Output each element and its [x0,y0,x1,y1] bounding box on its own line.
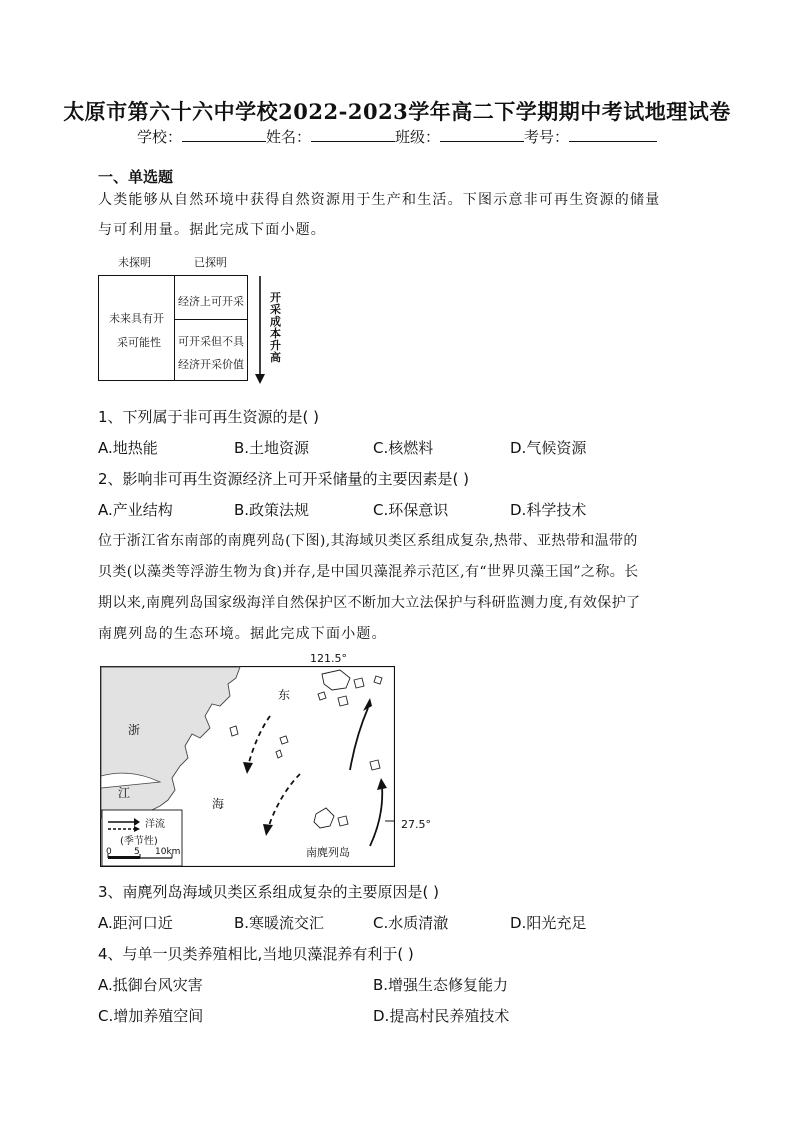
scale-label-10km: 10km [155,847,181,857]
exam-number-blank[interactable] [569,127,657,142]
legend-current-label: 洋流 [145,819,165,830]
diagram-bottom-right-line1: 可开采但不具 [178,335,244,348]
diagram-top-right: 经济上可开采 [178,295,244,308]
intro2-line2: 贝类(以藻类等浮游生物为食)并存,是中国贝藻混养示范区,有“世界贝藻王国”之称。长 [98,564,639,580]
resource-diagram [98,275,248,381]
diagram-left-line1: 未来具有开 [109,312,164,325]
diagram-divider-horizontal [174,319,248,320]
diagram-unexplored-label: 未探明 [118,256,151,269]
q4-option-a[interactable]: A.抵御台风灾害 [98,976,203,994]
q2-option-d[interactable]: D.科学技术 [510,501,587,519]
cost-arrow-label: 开采成本升高 [270,291,281,364]
q2-option-c[interactable]: C.环保意识 [373,501,449,519]
question-4-stem: 4、与单一贝类养殖相比,当地贝藻混养有利于( ) [98,945,414,963]
q1-option-b[interactable]: B.土地资源 [234,439,310,457]
question-1-stem: 1、下列属于非可再生资源的是( ) [98,408,320,426]
diagram-left-line2: 采可能性 [117,336,161,349]
q1-option-a[interactable]: A.地热能 [98,439,158,457]
map-label-jiang: 江 [118,786,131,800]
class-blank[interactable] [440,127,524,142]
legend-seasonal-label: (季节性) [120,836,158,847]
school-label: 学校： [136,128,182,146]
intro1-line1: 人类能够从自然环境中获得自然资源用于生产和生活。下图示意非可再生资源的储量 [98,192,661,208]
map-label-nanji-islands: 南麂列岛 [306,846,350,859]
scale-label-0: 0 [106,847,112,857]
diagram-divider-vertical [174,276,175,380]
school-blank[interactable] [182,127,266,142]
q4-option-c[interactable]: C.增加养殖空间 [98,1007,204,1025]
q4-option-d[interactable]: D.提高村民养殖技术 [373,1007,510,1025]
q3-option-a[interactable]: A.距河口近 [98,914,173,932]
cost-arrow-icon [254,276,266,386]
q2-option-b[interactable]: B.政策法规 [234,501,310,519]
q1-option-d[interactable]: D.气候资源 [510,439,587,457]
map-latitude-label: 27.5° [401,818,431,831]
question-2-stem: 2、影响非可再生资源经济上可开采储量的主要因素是( ) [98,470,470,488]
q3-option-c[interactable]: C.水质清澈 [373,914,449,932]
q3-option-d[interactable]: D.阳光充足 [510,914,587,932]
intro2-line4: 南麂列岛的生态环境。据此完成下面小题。 [98,626,387,642]
map-label-zhe: 浙 [128,723,141,737]
diagram-bottom-right-line2: 经济开采价值 [178,358,244,371]
q1-option-c[interactable]: C.核燃料 [373,439,434,457]
exam-number-label: 考号： [524,128,570,146]
map-longitude-label: 121.5° [310,652,347,665]
class-label: 班级： [395,128,441,146]
section-heading: 一、单选题 [98,168,174,186]
q4-option-b[interactable]: B.增强生态修复能力 [373,976,509,994]
intro1-line2: 与可利用量。据此完成下面小题。 [98,222,326,238]
page-title: 太原市第六十六中学校2022-2023学年高二下学期期中考试地理试卷 [63,99,731,124]
intro2-line3: 期以来,南麂列岛国家级海洋自然保护区不断加大立法保护与科研监测力度,有效保护了 [98,595,641,611]
q3-option-b[interactable]: B.寒暖流交汇 [234,914,325,932]
name-label: 姓名： [265,128,311,146]
intro2-line1: 位于浙江省东南部的南麂列岛(下图),其海域贝类区系组成复杂,热带、亚热带和温带的 [98,533,638,549]
scale-label-5: 5 [134,847,140,857]
q2-option-a[interactable]: A.产业结构 [98,501,173,519]
name-blank[interactable] [311,127,395,142]
diagram-explored-label: 已探明 [194,256,227,269]
map-label-dong: 东 [278,688,291,702]
student-info-line [0,126,794,147]
question-3-stem: 3、南麂列岛海域贝类区系组成复杂的主要原因是( ) [98,883,440,901]
map-label-hai: 海 [212,797,225,811]
